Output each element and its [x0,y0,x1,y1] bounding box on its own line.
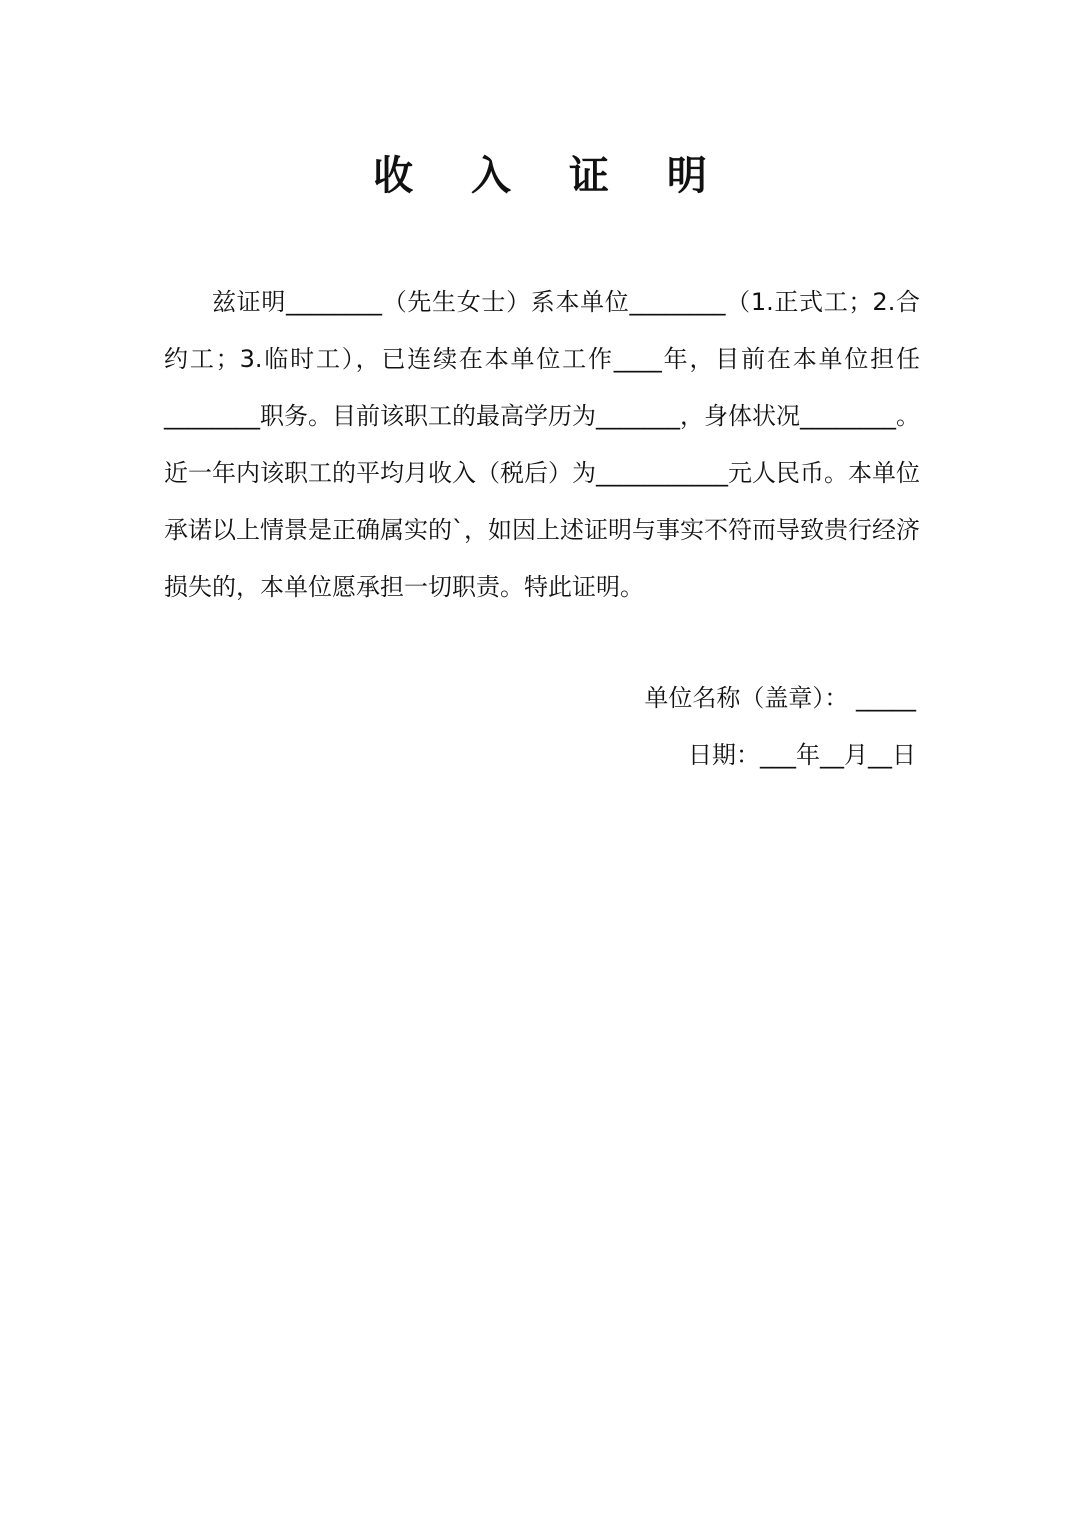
certificate-body-paragraph: 兹证明________（先生女士）系本单位________（1.正式工；2.合约工；3.临时工），已连续在本单位工作____年，目前在本单位担任________职务。目前该职工的最高学历为_______，身体状况________。近一年内该职工的平均月收入（税后）为___________元人民币。本单位承诺以上情景是正确属实的`，如因上述证明与事实不符而导致贵行经济损失的，本单位愿承担一切职责。特此证明。 [164,288,920,601]
unit-name-seal-line: 单位名称（盖章）： _____ [644,684,916,712]
date-line: 日期：___年__月__日 [688,741,916,769]
document-title: 收 入 证 明 [373,153,729,199]
